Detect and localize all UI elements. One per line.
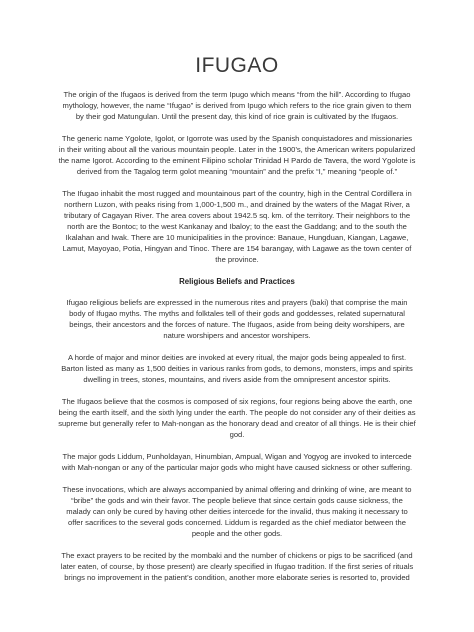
paragraph-invocations: These invocations, which are always accompanied by animal offering and drinking of wine, are meant to “bribe” the gods and win their favor. The people believe that since certain gods cause sickness, the malady can only be cured by having other deities intercede for the invalid, thus making it necessary to offer sacrifices to the several gods concerned. Liddum is regarded as the chief mediator between the people and the other gods. bbox=[62, 485, 412, 538]
paragraph-deities: A horde of major and minor deities are invoked at every ritual, the major gods being appealed to first. Barton listed as many as 1,500 deities in various ranks from gods, to demons, monsters, imps and spirits dwelling in trees, stones, mountains, and rivers aside from the omnipresent ancestor spirits. bbox=[61, 353, 413, 384]
page-title: IFUGAO bbox=[195, 54, 279, 77]
paragraph-religious-beliefs: Ifugao religious beliefs are expressed in the numerous rites and prayers (baki) that comprise the main body of Ifugao myths. The myths and folktales tell of their gods and goddesses, related supernatural beings, their ancestors and the forces of nature. The Ifugaos, aside from being deity worshipers, are nature worshipers and ancestor worshipers. bbox=[66, 298, 408, 340]
paragraph-geography: The Ifugao inhabit the most rugged and mountainous part of the country, high in the Central Cordillera in northern Luzon, with peaks rising from 1,000-1,500 m., and drained by the waters of the Magat River, a tributary of Cagayan River. The area covers about 1942.5 sq. km. of the territory. Their neighbors to the north are the Bontoc; to the west Kankanay and Ibaloy; to the east the Gaddang; and to the south the Ikalahan and Iwak. There are 10 municipalities in the province: Banaue, Hungduan, Kiangan, Lagawe, Lamut, Mayoyao, Potia, Hingyan and Tinoc. There are 154 barangay, with Lagawe as the town center of the province. bbox=[62, 189, 412, 264]
paragraph-major-gods: The major gods Liddum, Punholdayan, Hinumbian, Ampual, Wigan and Yogyog are invoked to intercede with Mah-nongan or any of the particular major gods who might have caused sickness or other suffering. bbox=[61, 452, 413, 472]
paragraph-origin: The origin of the Ifugaos is derived from the term Ipugo which means “from the hill”. According to Ifugao mythology, however, the name “Ifugao” is derived from Ipugo which refers to the rice grain given to them by their god Matungulan. Until the present day, this kind of rice grain is cultivated by the Ifugaos. bbox=[62, 90, 412, 121]
paragraph-cosmos: The Ifugaos believe that the cosmos is composed of six regions, four regions being above the earth, one being the earth itself, and the sixth lying under the earth. The people do not consider any of their deities as supreme but generally refer to Mah-nongan as the honorary dead and creator of all things. He is their chief god. bbox=[58, 397, 416, 439]
section-heading: Religious Beliefs and Practices bbox=[179, 277, 295, 286]
paragraph-prayers: The exact prayers to be recited by the mombaki and the number of chickens or pigs to be sacrificed (and later eaten, of course, by those present) are clearly specified in Ifugao tradition. If the first series of rituals brings no improvement in the patient’s condition, another more elaborate series is resorted to, provided bbox=[60, 551, 414, 582]
paragraph-generic-name: The generic name Ygolote, Igolot, or Igorrote was used by the Spanish conquistadores and missionaries in their writing about all the various mountain people. Later in the 1900’s, the American writers popularized the name Igorot. According to the eminent Filipino scholar Trinidad H Pardo de Tavera, the word Ygolote is derived from the Tagalog term golot meaning “mountain” and the prefix “I,” meaning “people of.” bbox=[58, 134, 416, 176]
